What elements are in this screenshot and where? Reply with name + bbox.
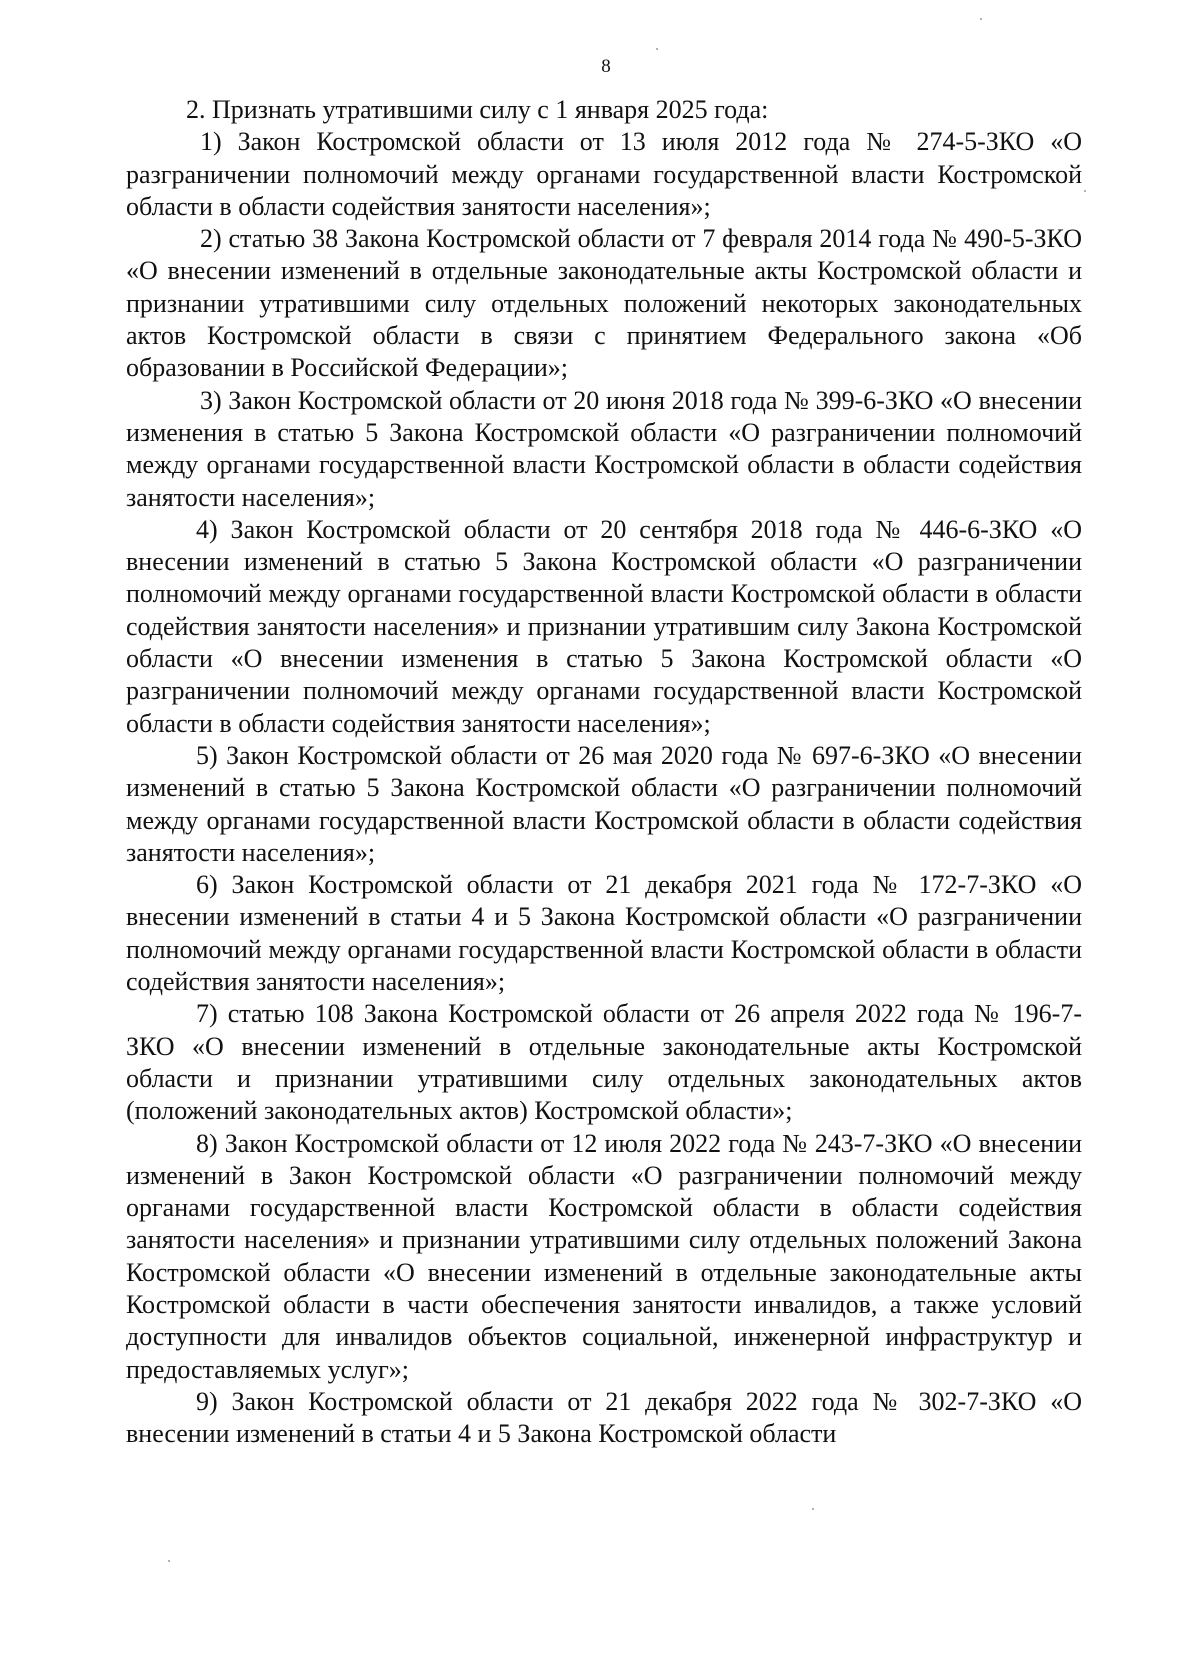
- list-item-5: 5) Закон Костромской области от 26 мая 2020 года № 697-6-ЗКО «О внесении изменений в статью 5 Закона Костромской области «О разграничении полномочий между органами государственной власти Костромской области в области содействия занятости населения»;: [126, 740, 1082, 867]
- paragraph-intro: 2. Признать утратившими силу с 1 января 2025 года:: [186, 95, 769, 124]
- list-item-7: 7) статью 108 Закона Костромской области от 26 апреля 2022 года № 196-7-ЗКО «О внесении изменений в отдельные законодательные акты Костромской области и признании утратившими силу отдельных законодательных актов (положений законодательных актов) Костромской области»;: [126, 999, 1082, 1126]
- document-body: [126, 94, 1082, 1450]
- list-item-1: 1) Закон Костромской области от 13 июля 2012 года № 274-5-ЗКО «О разграничении полномочий между органами государственной власти Костромской области в области содействия занятости населения»;: [126, 127, 1082, 221]
- scan-speck: [812, 1508, 814, 1510]
- page-number: 8: [601, 56, 611, 77]
- list-item-6: 6) Закон Костромской области от 21 декабря 2021 года № 172-7-ЗКО «О внесении изменений в статьи 4 и 5 Закона Костромской области «О разграничении полномочий между органами государственной власти Костромской области в области содействия занятости населения»;: [126, 870, 1082, 997]
- scan-speck: [980, 18, 982, 20]
- scan-speck: [168, 1560, 170, 1562]
- list-item-3: 3) Закон Костромской области от 20 июня 2018 года № 399-6-ЗКО «О внесении изменения в статью 5 Закона Костромской области «О разграничении полномочий между органами государственной власти Костромской области в области содействия занятости населения»;: [126, 385, 1082, 512]
- list-item-2: 2) статью 38 Закона Костромской области от 7 февраля 2014 года № 490-5-ЗКО «О внесении изменений в отдельные законодательные акты Костромской области и признании утратившими силу отдельных положений некоторых законодательных актов Костромской области в связи с принятием Федерального закона «Об образовании в Российской Федерации»;: [126, 224, 1082, 383]
- list-item-9: 9) Закон Костромской области от 21 декабря 2022 года № 302-7-ЗКО «О внесении изменений в статьи 4 и 5 Закона Костромской области: [126, 1386, 1082, 1449]
- list-item-4: 4) Закон Костромской области от 20 сентября 2018 года № 446-6-ЗКО «О внесении изменений в статью 5 Закона Костромской области «О разграничении полномочий между органами государственной власти Костромской области в области содействия занятости населения» и признании утратившим силу Закона Костромской области «О внесении изменения в статью 5 Закона Костромской области «О разграничении полномочий между органами государственной власти Костромской области в области содействия занятости населения»;: [126, 514, 1082, 738]
- scan-speck: [656, 48, 658, 50]
- scan-speck: [1084, 190, 1086, 192]
- list-item-8: 8) Закон Костромской области от 12 июля 2022 года № 243-7-ЗКО «О внесении изменений в Закон Костромской области «О разграничении полномочий между органами государственной власти Костромской области в области содействия занятости населения» и признании утратившими силу отдельных положений Закона Костромской области «О внесении изменений в отдельные законодательные акты Костромской области в части обеспечения занятости инвалидов, а также условий доступности для инвалидов объектов социальной, инженерной инфраструктур и предоставляемых услуг»;: [126, 1128, 1082, 1384]
